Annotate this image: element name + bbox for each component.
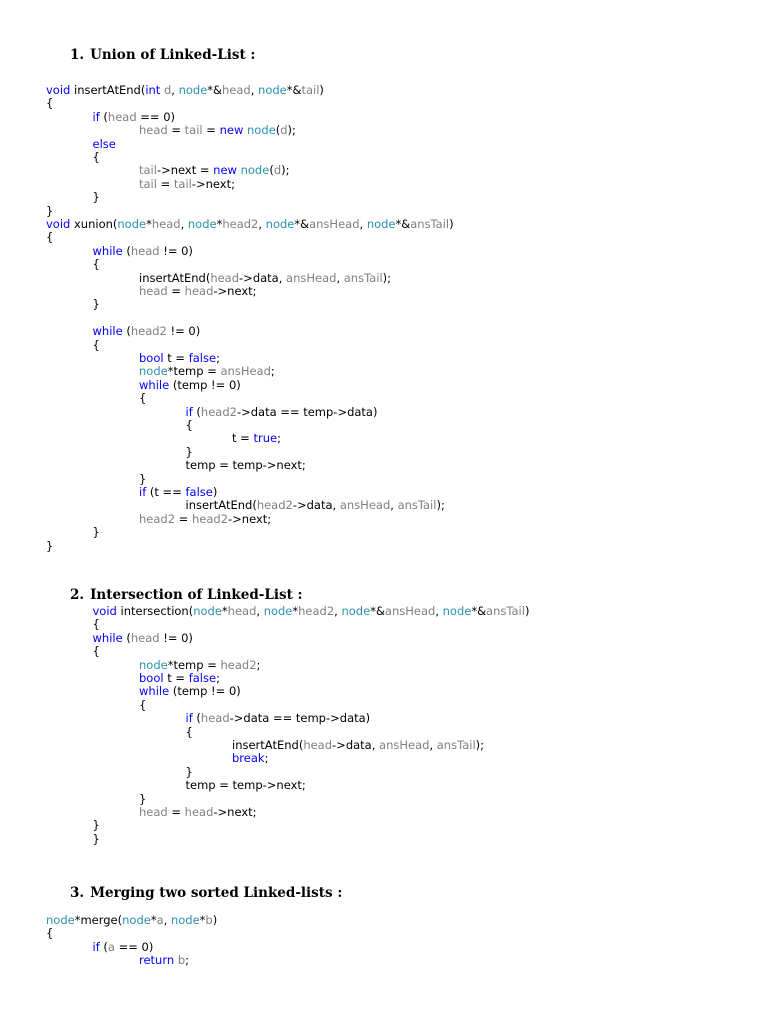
code-token: (t == (146, 485, 186, 499)
code-token: ->next; (228, 511, 272, 526)
code-token: * (146, 217, 152, 231)
code-line (139, 124, 296, 137)
code-token: ); (287, 123, 296, 138)
code-token: , (250, 83, 259, 97)
code-line (46, 231, 53, 244)
code-token: , (256, 604, 264, 618)
code-line (232, 752, 268, 765)
code-token: ->data, (332, 738, 380, 752)
code-line (139, 685, 241, 698)
code-token: = (167, 123, 185, 138)
section-number: 3. (70, 885, 85, 901)
code-line (93, 258, 100, 271)
code-token: node (178, 83, 208, 97)
code-line (93, 605, 530, 618)
code-token: , (359, 217, 367, 231)
code-line (93, 632, 193, 645)
code-line (186, 406, 378, 419)
code-token: *& (471, 604, 487, 618)
code-token: (temp != 0) (169, 684, 241, 699)
code-token: head2 (200, 404, 237, 419)
code-token: head2 (256, 498, 293, 513)
code-token: node (187, 217, 217, 231)
code-token: if (185, 711, 193, 726)
section-title: Union of Linked-List : (90, 47, 256, 63)
code-token: head2 (220, 657, 257, 672)
code-line (139, 352, 220, 365)
code-token: a (107, 939, 115, 954)
code-line (46, 97, 53, 110)
code-token: ) (319, 83, 324, 97)
code-token: false (188, 351, 217, 365)
code-token: node (170, 913, 200, 927)
code-token: ->next; (191, 176, 235, 191)
code-line (93, 526, 100, 539)
code-token: { (92, 644, 100, 659)
code-token: b (205, 913, 213, 927)
code-token: = (156, 176, 174, 191)
code-token: while (139, 377, 170, 392)
code-token: * (221, 604, 228, 618)
code-token: false (188, 671, 217, 685)
code-token: node (122, 913, 151, 927)
code-token: ; (277, 431, 281, 446)
section-heading (70, 885, 342, 901)
code-token: head (130, 243, 160, 258)
code-line (139, 806, 257, 819)
code-token: head (184, 284, 214, 298)
code-token: ansHead (384, 604, 436, 618)
code-token: temp = temp->next; (185, 458, 306, 473)
code-line (139, 699, 146, 712)
code-token: ; (216, 351, 220, 365)
code-line (186, 419, 193, 432)
code-token: { (185, 724, 193, 739)
code-token: , (180, 217, 188, 231)
code-token: node (442, 604, 472, 618)
code-token: ( (192, 404, 201, 419)
code-line (139, 379, 241, 392)
code-token: = (175, 511, 192, 526)
code-token: ); (382, 270, 392, 285)
code-token: ->data == temp->data) (236, 404, 378, 419)
code-token: ansHead (309, 217, 360, 231)
section-number: 1. (70, 47, 85, 63)
code-token: , (171, 83, 179, 97)
code-token: ( (275, 123, 281, 138)
code-line (46, 84, 324, 97)
code-token: *& (207, 83, 223, 97)
code-token: node (139, 657, 168, 672)
code-token: , (336, 270, 344, 285)
code-token: * (216, 217, 223, 231)
code-line (93, 819, 100, 832)
section-number: 2. (70, 587, 85, 603)
code-token: , (429, 738, 437, 752)
code-token: head (139, 123, 168, 138)
code-token: if (139, 485, 147, 499)
code-line (93, 245, 193, 258)
code-line (93, 339, 100, 352)
code-line (186, 446, 193, 459)
code-token: while (92, 243, 123, 258)
code-token: ( (122, 324, 131, 339)
code-token: ->data, (292, 498, 340, 513)
code-token: head (130, 630, 160, 645)
code-token: t = (163, 351, 189, 365)
code-line (139, 486, 217, 499)
code-token: intersection( (116, 604, 194, 618)
code-token: (temp != 0) (169, 377, 241, 392)
code-line (46, 205, 53, 218)
code-token: { (139, 391, 147, 406)
code-token: int (145, 83, 161, 97)
code-token: } (92, 818, 100, 833)
code-token: { (92, 150, 100, 164)
code-line (186, 499, 445, 512)
code-token: *merge( (74, 913, 123, 927)
code-token: true (253, 431, 278, 446)
code-line (186, 459, 306, 472)
code-token: ; (270, 364, 275, 379)
code-token: } (92, 297, 100, 312)
code-line (46, 540, 53, 553)
code-token: insertAtEnd( (185, 498, 257, 513)
code-token: } (92, 831, 100, 846)
code-token: node (193, 604, 222, 618)
code-line (93, 941, 154, 954)
code-token: false (185, 485, 213, 499)
code-line (93, 298, 100, 311)
code-token: t = (232, 431, 254, 446)
code-token: node (341, 604, 371, 618)
code-token: if (185, 404, 193, 419)
code-token: node (240, 163, 270, 178)
code-token: head2 (222, 217, 259, 231)
code-token: node (263, 604, 293, 618)
code-token: head (184, 805, 214, 819)
code-token: ; (264, 751, 269, 766)
code-line (186, 712, 371, 725)
code-token: ->next = (156, 163, 214, 178)
code-token: { (92, 337, 100, 352)
code-token: head2 (139, 511, 176, 526)
code-token: head (222, 83, 251, 97)
code-line (186, 779, 306, 792)
code-token: while (92, 630, 123, 645)
code-token: == 0) (114, 939, 154, 954)
code-token: ansTail (410, 217, 450, 231)
code-token: *temp = (167, 364, 221, 379)
code-token: { (46, 230, 54, 245)
code-token: ( (192, 711, 201, 726)
code-token: } (139, 791, 147, 806)
code-token: else (92, 136, 116, 151)
section-title: Intersection of Linked-List : (90, 587, 303, 603)
code-line (139, 178, 235, 191)
code-line (46, 218, 454, 231)
code-token: ansHead (379, 738, 430, 752)
code-line (139, 513, 271, 526)
code-token: } (92, 525, 100, 540)
code-token: head (107, 109, 137, 124)
code-token: *& (395, 217, 411, 231)
code-token: ) (212, 913, 218, 927)
code-line (139, 954, 189, 967)
code-token: ; (185, 953, 190, 968)
code-line (46, 927, 53, 940)
code-token: ansHead (286, 270, 337, 285)
code-token: ); (475, 738, 485, 752)
code-token: xunion( (70, 217, 118, 231)
code-token: ansTail (486, 604, 525, 618)
code-token: ( (99, 939, 108, 954)
code-token: } (46, 203, 54, 218)
code-token: break (232, 751, 265, 766)
code-token: != 0) (159, 243, 193, 258)
code-token: tail (139, 176, 157, 191)
code-token: void (46, 83, 71, 97)
code-token: * (292, 604, 299, 618)
code-token: ->next; (213, 284, 257, 298)
code-token: if (92, 109, 100, 124)
code-token: node (117, 217, 147, 231)
code-token: insertAtEnd( (139, 270, 211, 285)
code-line (139, 365, 275, 378)
code-token: if (92, 939, 100, 954)
code-token: ->data == temp->data) (229, 711, 371, 726)
code-token: { (92, 257, 100, 272)
code-token: return (139, 953, 175, 968)
code-line (139, 272, 391, 285)
code-token: ) (449, 217, 454, 231)
code-token: *& (294, 217, 310, 231)
code-token: void (46, 217, 71, 231)
code-token: insertAtEnd( (232, 738, 304, 752)
code-token: head (139, 284, 168, 298)
code-token: } (139, 471, 147, 486)
code-line (186, 766, 193, 779)
code-line (139, 659, 260, 672)
code-token: bool (139, 351, 164, 365)
code-token: head (303, 738, 333, 752)
code-token: = (167, 284, 185, 298)
code-token: ansTail (436, 738, 476, 752)
code-token: new (213, 163, 237, 178)
code-line (232, 739, 484, 752)
code-line (93, 618, 100, 631)
code-token: while (139, 684, 170, 699)
code-token: = (202, 123, 220, 138)
code-token: ansTail (397, 498, 437, 513)
code-token: ); (281, 163, 290, 178)
code-line (186, 726, 193, 739)
code-token: ) (524, 604, 530, 618)
code-token: ansHead (339, 498, 391, 513)
code-line (93, 151, 100, 164)
code-token: t = (163, 671, 189, 685)
code-token: * (199, 913, 206, 927)
code-line (93, 833, 100, 846)
code-token: head (200, 711, 230, 726)
code-token: insertAtEnd( (70, 83, 146, 97)
code-token: ansHead (220, 364, 271, 379)
code-token: ) (212, 485, 218, 499)
code-token: head2 (191, 511, 229, 526)
code-token: , (334, 604, 342, 618)
code-token: == 0) (136, 109, 176, 124)
code-line (93, 325, 201, 338)
code-token: { (46, 926, 54, 941)
code-token: tail (301, 83, 320, 97)
code-token: *& (286, 83, 302, 97)
code-line (93, 111, 176, 124)
code-token: ( (122, 243, 131, 258)
code-token: head (151, 217, 181, 231)
code-token: , (163, 913, 171, 927)
code-token: head (227, 604, 257, 618)
code-token: b (177, 953, 186, 968)
code-token: ( (122, 630, 131, 645)
code-line (139, 793, 146, 806)
code-token: ; (256, 657, 261, 672)
code-token: node (258, 83, 287, 97)
code-token: new (219, 123, 244, 138)
code-token: { (46, 96, 54, 111)
code-token: head (139, 805, 168, 819)
code-line (139, 164, 290, 177)
code-token: ->next; (213, 805, 257, 819)
code-line (46, 914, 217, 927)
code-line (139, 473, 146, 486)
code-token: } (92, 190, 100, 205)
code-token: * (150, 913, 157, 927)
section-heading (70, 47, 255, 63)
section-title: Merging two sorted Linked-lists : (90, 885, 343, 901)
code-token: ); (436, 498, 445, 513)
code-token: } (185, 444, 193, 459)
code-line (139, 672, 220, 685)
code-token: d (280, 123, 288, 138)
code-token: , (258, 217, 266, 231)
code-token: node (46, 913, 75, 927)
code-token: d (163, 83, 172, 97)
code-token: , (435, 604, 443, 618)
code-line (93, 191, 100, 204)
code-token: node (247, 123, 276, 138)
code-token: void (92, 604, 117, 618)
code-token: ansTail (343, 270, 383, 285)
code-token: tail (173, 176, 192, 191)
code-token: d (273, 163, 282, 178)
code-token: = (167, 805, 185, 819)
code-line (93, 645, 100, 658)
code-token: node (366, 217, 396, 231)
code-token: tail (184, 123, 203, 138)
code-token: } (46, 538, 54, 553)
code-token: != 0) (159, 630, 193, 645)
section-heading (70, 587, 303, 603)
code-token: a (156, 913, 164, 927)
code-token: ( (99, 109, 108, 124)
code-line (232, 432, 281, 445)
code-token: temp = temp->next; (185, 778, 306, 793)
code-token: *& (370, 604, 385, 618)
code-token: node (139, 364, 168, 379)
code-token: ; (216, 671, 220, 685)
code-token: head (210, 270, 240, 285)
code-token: { (139, 697, 147, 712)
code-token: != 0) (166, 324, 201, 339)
code-token: ( (269, 163, 274, 178)
code-token: node (265, 217, 295, 231)
code-token: ->data, (239, 270, 287, 285)
code-line (93, 138, 116, 151)
code-token: { (92, 617, 100, 632)
code-token: bool (139, 671, 164, 685)
code-token: tail (139, 163, 157, 178)
code-token: head2 (130, 324, 167, 339)
code-token: *temp = (167, 657, 221, 672)
code-token: head2 (298, 604, 335, 618)
code-token: } (185, 764, 193, 779)
code-token: while (92, 324, 123, 339)
code-line (139, 285, 257, 298)
code-token: , (390, 498, 398, 513)
code-line (139, 392, 146, 405)
code-token: { (185, 418, 193, 432)
